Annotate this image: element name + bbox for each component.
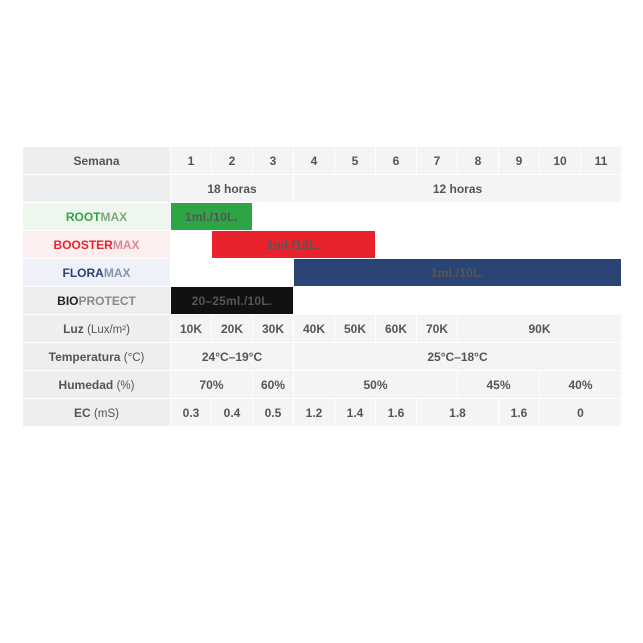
- photoperiod-row-label: [23, 175, 171, 203]
- empty-cell: [499, 287, 540, 315]
- luz-w7: 70K: [417, 315, 458, 343]
- empty-cell: [458, 287, 499, 315]
- empty-cell: [417, 231, 458, 259]
- week-1: 1: [171, 147, 212, 175]
- schedule-table: [22, 146, 622, 427]
- header-semana: Semana: [23, 147, 171, 175]
- empty-cell: [376, 203, 417, 231]
- luz-w3: 30K: [253, 315, 294, 343]
- week-8: 8: [458, 147, 499, 175]
- table-row-boostermax: [23, 231, 622, 259]
- product-label-floramax: [23, 259, 171, 287]
- bar-boostermax: 1ml./10L.: [212, 231, 376, 259]
- empty-cell: [581, 231, 622, 259]
- product-label-boostermax: [23, 231, 171, 259]
- week-7: 7: [417, 147, 458, 175]
- ec-w4: 1.2: [294, 399, 335, 427]
- luz-w6: 60K: [376, 315, 417, 343]
- empty-cell: [540, 203, 581, 231]
- product-name-light: MAX: [100, 209, 128, 224]
- ec-w10-11: 0: [540, 399, 622, 427]
- param-label-luz: [23, 315, 171, 343]
- empty-cell: [212, 259, 253, 287]
- luz-w5: 50K: [335, 315, 376, 343]
- table-row-humedad: [23, 371, 622, 399]
- product-name-bold: BIO: [57, 293, 79, 308]
- empty-cell: [499, 203, 540, 231]
- luz-w4: 40K: [294, 315, 335, 343]
- table-row-ec: [23, 399, 622, 427]
- luz-w1: 10K: [171, 315, 212, 343]
- table-row-temperatura: [23, 343, 622, 371]
- week-11: 11: [581, 147, 622, 175]
- table-row-floramax: [23, 259, 622, 287]
- empty-cell: [581, 203, 622, 231]
- product-name-bold: BOOSTER: [53, 237, 113, 252]
- empty-cell: [499, 231, 540, 259]
- table-row-bioprotect: [23, 287, 622, 315]
- table-row-photoperiod: [23, 175, 622, 203]
- table-row-rootmax: [23, 203, 622, 231]
- empty-cell: [294, 287, 335, 315]
- hum-w10-11: 40%: [540, 371, 622, 399]
- hum-w1-2: 70%: [171, 371, 253, 399]
- week-10: 10: [540, 147, 581, 175]
- photoperiod-12h: 12 horas: [294, 175, 622, 203]
- param-label-humedad: [23, 371, 171, 399]
- param-unit: (mS): [94, 407, 119, 420]
- hum-w3: 60%: [253, 371, 294, 399]
- ec-w9: 1.6: [499, 399, 540, 427]
- empty-cell: [335, 203, 376, 231]
- empty-cell: [376, 287, 417, 315]
- param-unit: (°C): [123, 351, 145, 364]
- luz-w8-11: 90K: [458, 315, 622, 343]
- param-name: Temperatura: [48, 349, 121, 364]
- empty-cell: [417, 203, 458, 231]
- param-unit: (%): [116, 379, 135, 392]
- week-6: 6: [376, 147, 417, 175]
- product-name-bold: FLORA: [62, 265, 104, 280]
- week-5: 5: [335, 147, 376, 175]
- week-3: 3: [253, 147, 294, 175]
- ec-w7-8: 1.8: [417, 399, 499, 427]
- param-unit: (Lux/m²): [87, 323, 130, 336]
- product-name-light: MAX: [103, 265, 131, 280]
- empty-cell: [294, 203, 335, 231]
- hum-w8-9: 45%: [458, 371, 540, 399]
- empty-cell: [335, 287, 376, 315]
- param-label-temperatura: [23, 343, 171, 371]
- product-label-bioprotect: [23, 287, 171, 315]
- bar-bioprotect: 20–25ml./10L.: [171, 287, 294, 315]
- bar-floramax: 1ml./10L.: [294, 259, 622, 287]
- param-name: EC: [74, 405, 91, 420]
- grow-schedule-chart: [22, 146, 622, 427]
- empty-cell: [253, 259, 294, 287]
- ec-w6: 1.6: [376, 399, 417, 427]
- hum-w4-7: 50%: [294, 371, 458, 399]
- ec-w1: 0.3: [171, 399, 212, 427]
- product-label-rootmax: [23, 203, 171, 231]
- param-name: Luz: [63, 321, 84, 336]
- week-4: 4: [294, 147, 335, 175]
- empty-cell: [171, 231, 212, 259]
- week-9: 9: [499, 147, 540, 175]
- empty-cell: [581, 287, 622, 315]
- empty-cell: [417, 287, 458, 315]
- empty-cell: [458, 231, 499, 259]
- week-2: 2: [212, 147, 253, 175]
- param-label-ec: [23, 399, 171, 427]
- empty-cell: [458, 203, 499, 231]
- empty-cell: [540, 231, 581, 259]
- bar-rootmax: 1ml./10L.: [171, 203, 253, 231]
- empty-cell: [376, 231, 417, 259]
- temp-w4-11: 25°C–18°C: [294, 343, 622, 371]
- luz-w2: 20K: [212, 315, 253, 343]
- photoperiod-18h: 18 horas: [171, 175, 294, 203]
- ec-w5: 1.4: [335, 399, 376, 427]
- param-name: Humedad: [58, 377, 114, 392]
- table-row-weeks: [23, 147, 622, 175]
- product-name-bold: ROOT: [65, 209, 101, 224]
- ec-w2: 0.4: [212, 399, 253, 427]
- table-row-luz: [23, 315, 622, 343]
- product-name-light: MAX: [112, 237, 140, 252]
- empty-cell: [253, 203, 294, 231]
- empty-cell: [540, 287, 581, 315]
- product-name-light: PROTECT: [78, 293, 136, 308]
- temp-w1-3: 24°C–19°C: [171, 343, 294, 371]
- empty-cell: [171, 259, 212, 287]
- ec-w3: 0.5: [253, 399, 294, 427]
